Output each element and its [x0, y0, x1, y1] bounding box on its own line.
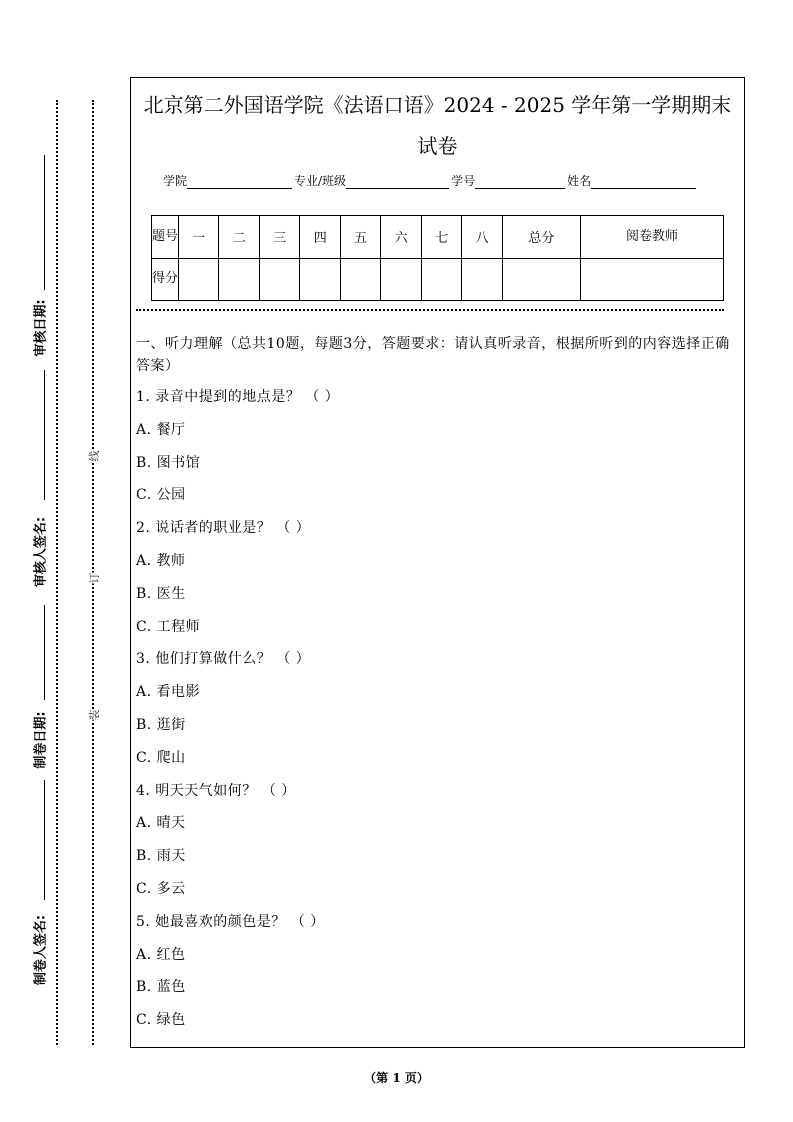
answer-option[interactable]: C. 绿色 — [136, 1012, 186, 1029]
college-field[interactable] — [187, 174, 292, 189]
reviewer-sign-label: 审核人签名: — [33, 516, 49, 588]
answer-option[interactable]: A. 红色 — [136, 946, 186, 963]
signature-line — [44, 155, 45, 290]
divider — [136, 309, 724, 311]
answer-option[interactable]: C. 公园 — [136, 487, 186, 504]
question-text: 1. 录音中提到的地点是？ （ ） — [136, 389, 340, 405]
score-cell[interactable] — [259, 258, 299, 301]
bind-mark-order: 订 — [88, 572, 101, 584]
signature-line — [44, 780, 45, 900]
column-header: 八 — [462, 216, 502, 259]
field-label-college: 学院 — [163, 174, 188, 188]
score-cell[interactable] — [300, 258, 340, 301]
answer-option[interactable]: C. 工程师 — [136, 618, 201, 635]
score-cell[interactable] — [421, 258, 461, 301]
question-text: 4. 明天天气如何？ （ ） — [136, 782, 296, 799]
score-cell[interactable] — [581, 258, 724, 301]
table-row — [152, 258, 724, 301]
listening-section — [136, 333, 741, 1043]
answer-option[interactable]: A. 看电影 — [136, 684, 201, 701]
bind-mark-line: 线 — [88, 450, 101, 462]
answer-option[interactable]: C. 爬山 — [136, 749, 186, 766]
bind-mark-pack: 装 — [88, 709, 101, 721]
maker-sign-label: 制卷人签名: — [33, 914, 49, 986]
page-number: （第 1 页） — [364, 1071, 429, 1085]
answer-option[interactable]: C. 多云 — [136, 880, 186, 897]
column-header: 阅卷教师 — [581, 216, 724, 259]
question-text: 3. 他们打算做什么？ （ ） — [136, 651, 311, 668]
student-id-field[interactable] — [475, 174, 565, 189]
name-field[interactable] — [591, 174, 696, 189]
answer-option[interactable]: B. 图书馆 — [136, 454, 201, 471]
field-label-major: 专业/班级 — [294, 174, 347, 188]
answer-option[interactable]: B. 逛街 — [136, 716, 186, 733]
answer-option[interactable]: B. 医生 — [136, 585, 186, 602]
answer-option[interactable]: A. 教师 — [136, 552, 186, 569]
column-header: 三 — [259, 216, 299, 259]
signature-line — [44, 370, 45, 500]
exam-title-cont: 试卷 — [417, 134, 458, 158]
score-cell[interactable] — [462, 258, 502, 301]
score-cell[interactable] — [219, 258, 259, 301]
answer-option[interactable]: B. 蓝色 — [136, 979, 186, 996]
student-info-row — [163, 172, 698, 189]
score-table — [151, 215, 724, 301]
column-header: 一 — [179, 216, 219, 259]
column-header: 总分 — [502, 216, 580, 259]
answer-option[interactable]: A. 餐厅 — [136, 421, 186, 438]
review-date-label: 审核日期: — [33, 299, 49, 357]
field-label-name: 姓名 — [567, 174, 592, 188]
table-row — [152, 216, 724, 259]
score-cell[interactable] — [381, 258, 421, 301]
answer-option[interactable]: A. 晴天 — [136, 815, 186, 832]
exam-title: 北京第二外国语学院《法语口语》2024 - 2025 学年第一学期期末 — [143, 93, 732, 117]
row-label: 得分 — [152, 258, 179, 301]
field-label-id: 学号 — [451, 174, 476, 188]
score-cell[interactable] — [340, 258, 380, 301]
signature-line — [44, 605, 45, 700]
column-header: 五 — [340, 216, 380, 259]
major-class-field[interactable] — [346, 174, 449, 189]
binding-dotted-line — [56, 100, 58, 1045]
column-header: 四 — [300, 216, 340, 259]
answer-option[interactable]: B. 雨天 — [136, 848, 186, 865]
column-header: 二 — [219, 216, 259, 259]
column-header: 六 — [381, 216, 421, 259]
score-cell[interactable] — [179, 258, 219, 301]
question-text: 2. 说话者的职业是？ （ ） — [136, 520, 311, 537]
column-header: 七 — [421, 216, 461, 259]
row-label: 题号 — [152, 216, 179, 259]
make-date-label: 制卷日期: — [33, 711, 49, 769]
score-cell[interactable] — [502, 258, 580, 301]
question-text: 5. 她最喜欢的颜色是？ （ ） — [136, 913, 325, 930]
section-heading: 一、听力理解（总共10题，每题3分，答题要求：请认真听录音，根据所听到的内容选择正确答案） — [136, 336, 730, 374]
